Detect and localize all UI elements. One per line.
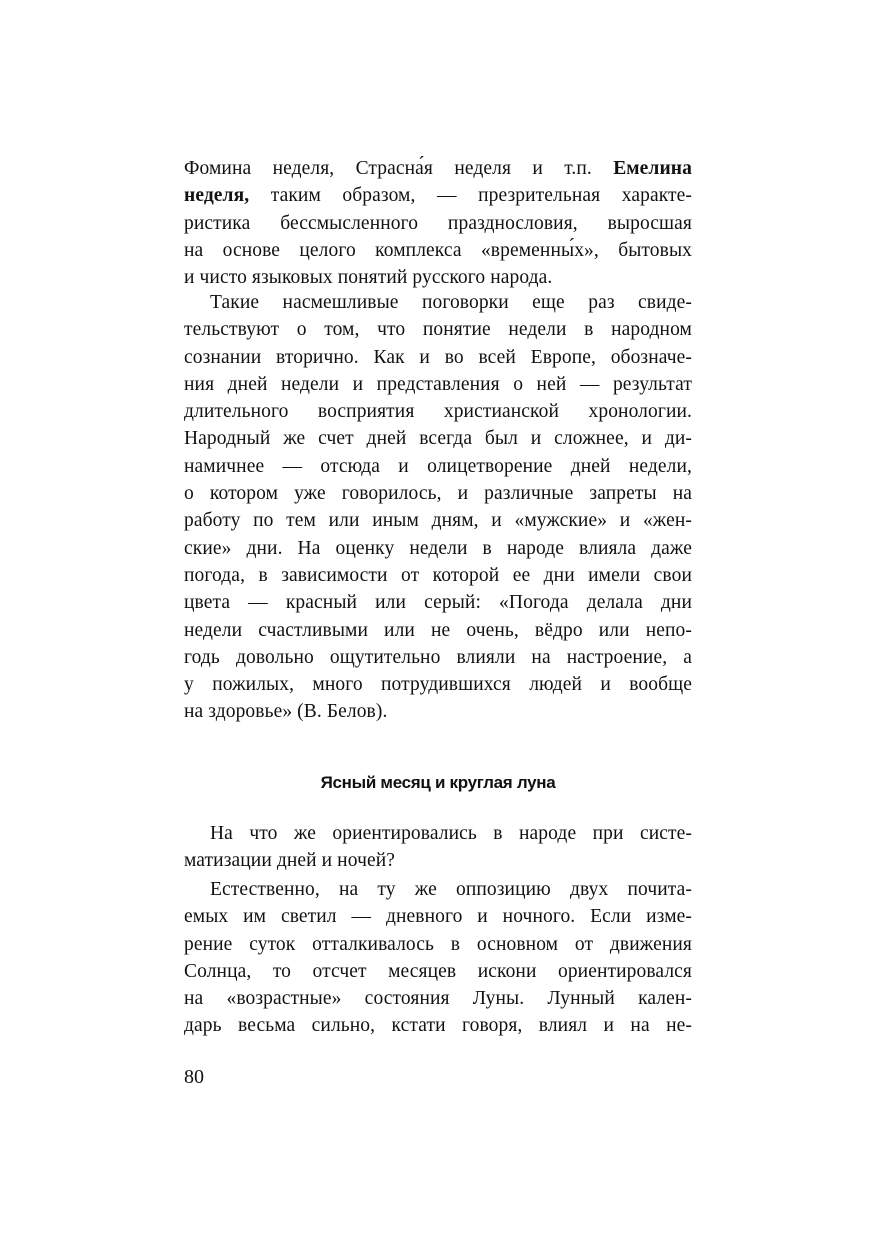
text-line: и чисто языковых понятий русского народа. (184, 267, 553, 289)
text-line: у пожилых, много потрудившихся людей и вообще (184, 674, 692, 696)
paragraph-sun-and-moon (184, 876, 692, 1040)
text-line: на здоровье» (В. Белов). (184, 701, 388, 723)
text-line: На что же ориентировались в народе при систе- (210, 823, 692, 844)
term-emelina: Емелина (613, 158, 692, 179)
text-line: работу по тем или иным дням, и «мужские» и «жен- (184, 510, 692, 532)
text-line: ские» дни. На оценку недели в народе влияла даже (184, 537, 692, 559)
text-line: погода, в зависимости от которой ее дни имели свои (184, 564, 692, 586)
text-line: недели счастливыми или не очень, вёдро или непо- (184, 619, 692, 641)
text-line: емых им светил — дневного и ночного. Если изме- (184, 906, 692, 928)
page-number: 80 (184, 1066, 204, 1088)
text-line: ния дней недели и представления о ней — результат (184, 373, 692, 395)
text-line (184, 182, 692, 209)
text-line: Такие насмешливые поговорки еще раз свиде- (210, 292, 692, 313)
text-line: на основе целого комплекса «временны́х», бытовых (184, 239, 692, 261)
text-line: о котором уже говорилось, и различные запреты на (184, 483, 692, 505)
text-run: Фомина неделя, Страсна́я неделя и т.п. (184, 158, 592, 179)
section-heading: Ясный месяц и круглая луна (320, 773, 556, 792)
text-line: сознании вторично. Как и во всей Европе, обозначе- (184, 346, 692, 368)
text-line: Народный же счет дней всегда был и сложнее, и ди- (184, 428, 692, 450)
text-line: намичнее — отсюда и олицетворение дней недели, (184, 455, 692, 477)
text-line: Солнца, то отсчет месяцев искони ориентировался (184, 960, 692, 982)
text-line (184, 155, 692, 182)
text-line: цвета — красный или серый: «Погода делала дни (184, 592, 692, 614)
text-line: тельствуют о том, что понятие недели в народном (184, 319, 692, 341)
term-week: неделя, (184, 185, 250, 207)
text-line: ристика бессмысленного празднословия, выросшая (184, 212, 692, 234)
text-line: дарь весьма сильно, кстати говоря, влиял и на не- (184, 1015, 692, 1037)
paragraph-mocking-sayings (184, 289, 692, 726)
paragraph-emelina-week (184, 155, 692, 291)
text-run: таким образом, — презрительная характе- (270, 185, 692, 207)
text-line: рение суток отталкивалось в основном от движения (184, 933, 692, 955)
paragraph-question (184, 820, 692, 875)
text-line: длительного восприятия христианской хронологии. (184, 401, 692, 423)
text-line: Естественно, на ту же оппозицию двух почита- (210, 879, 692, 900)
text-line: матизации дней и ночей? (184, 850, 396, 872)
text-line: годь довольно ощутительно влияли на настроение, а (184, 646, 692, 668)
text-line: на «возрастные» состояния Луны. Лунный кален- (184, 988, 692, 1010)
